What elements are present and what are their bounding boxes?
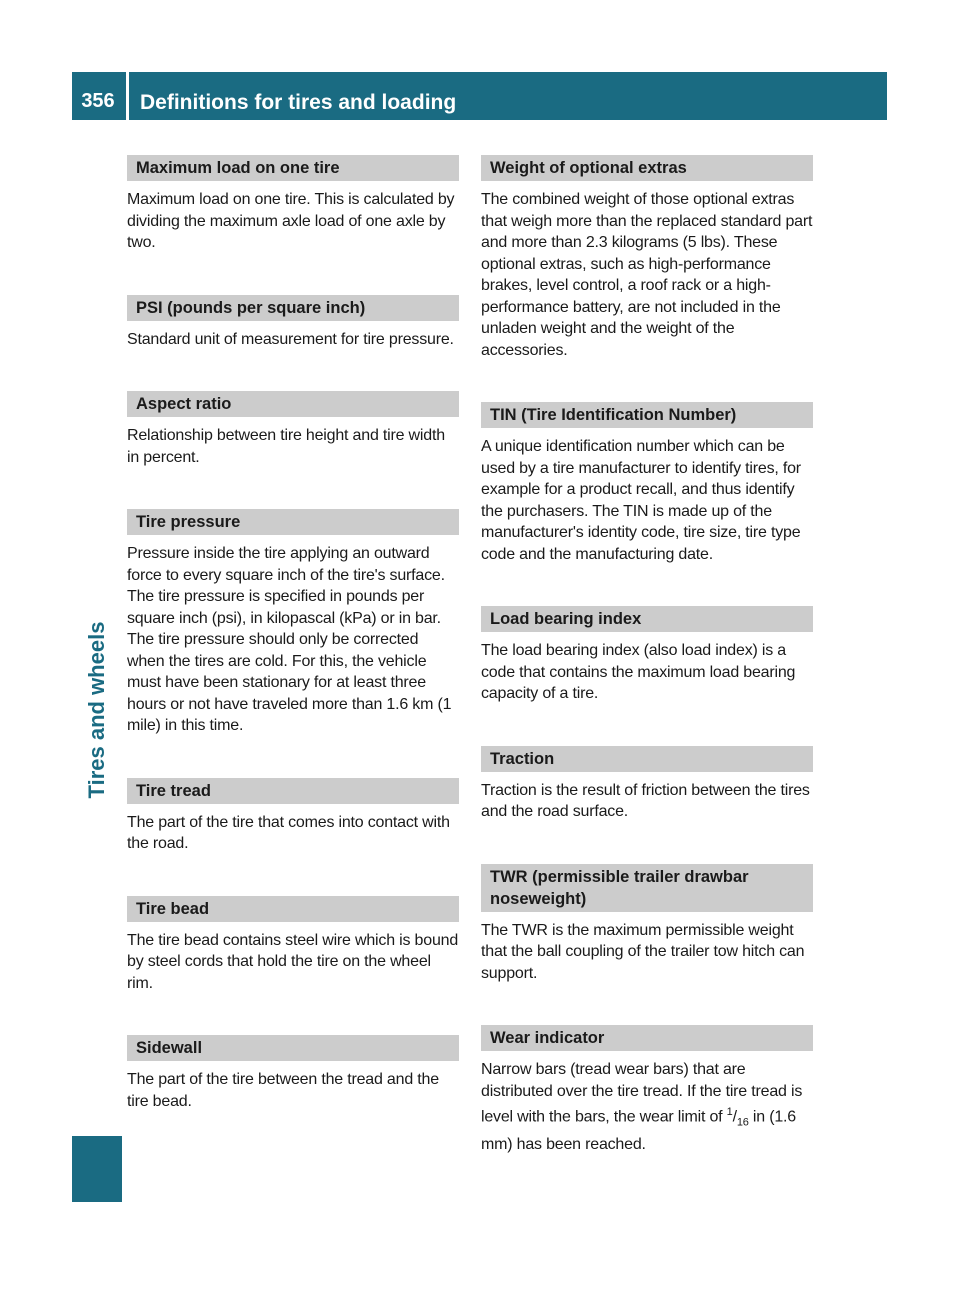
- definition-text-part: Narrow bars (tread wear bars) that are distributed over the tire tread. If the tire tread is level with the bars, the wear limit of: [481, 1061, 803, 1126]
- definition-heading: Maximum load on one tire: [127, 155, 459, 181]
- definition-heading: Weight of optional extras: [481, 155, 813, 181]
- header-divider: [126, 72, 129, 120]
- definition-heading: Traction: [481, 746, 813, 772]
- definition-text: The tire bead contains steel wire which is bound by steel cords that hold the tire on the wheel rim.: [127, 931, 459, 992]
- fraction-denominator: 16: [736, 1116, 749, 1129]
- definition-entry: [481, 606, 813, 705]
- definition-entry: [127, 778, 459, 855]
- definition-text: Maximum load on one tire. This is calculated by dividing the maximum axle load of one axle by two.: [127, 191, 455, 251]
- definition-entry: [481, 402, 813, 565]
- definition-entry: [127, 295, 459, 351]
- definition-text: [481, 1059, 813, 1156]
- definition-entry: [127, 896, 459, 995]
- definition-heading: TIN (Tire Identification Number): [481, 402, 813, 428]
- definition-text-part: in (1.6 mm) has been reached.: [481, 1108, 796, 1154]
- definition-entry: [127, 1035, 459, 1112]
- fraction-slash: /: [732, 1108, 737, 1126]
- left-column: [127, 155, 459, 1153]
- definition-entry: [127, 391, 459, 468]
- page-title: Definitions for tires and loading: [140, 91, 457, 114]
- page-number: 356: [81, 90, 115, 112]
- definition-heading: TWR (permissible trailer drawbar noseweight): [481, 864, 813, 912]
- side-tab-marker: [72, 1136, 122, 1202]
- fraction-numerator: 1: [726, 1106, 733, 1118]
- definition-text: Traction is the result of friction between the tires and the road surface.: [481, 781, 810, 820]
- side-tab-label: [72, 560, 122, 860]
- definition-heading: Aspect ratio: [127, 391, 459, 417]
- definition-entry: [127, 155, 459, 254]
- definition-heading: PSI (pounds per square inch): [127, 295, 459, 321]
- definition-text: The combined weight of those optional extras that weigh more than the replaced standard part and more than 2.3 kilograms (5 lbs). These optional extras, such as high-performance brakes, level control, a roof rack or a high-performance battery, are not included in the unladen weight and the weight of the accessories.: [481, 191, 813, 359]
- definition-entry: [481, 155, 813, 361]
- definition-text: The part of the tire that comes into contact with the road.: [127, 813, 450, 852]
- definition-text: The load bearing index (also load index) is a code that contains the maximum load bearing capacity of a tire.: [481, 642, 796, 702]
- definition-heading: Tire bead: [127, 896, 459, 922]
- definition-text: Standard unit of measurement for tire pressure.: [127, 330, 454, 348]
- right-column: [481, 155, 813, 1197]
- definition-text: Relationship between tire height and tire width in percent.: [127, 427, 445, 466]
- definition-heading: Tire tread: [127, 778, 459, 804]
- definition-entry: [481, 864, 813, 985]
- definition-entry: [481, 1025, 813, 1156]
- side-tab-text: Tires and wheels: [84, 621, 109, 799]
- definition-entry: [481, 746, 813, 823]
- definition-entry: [127, 509, 459, 737]
- definition-text: A unique identification number which can be used by a tire manufacturer to identify tires, for example for a product recall, and thus identify the purchasers. The TIN is made up of the manufacturer's identity code, tire size, tire type code and the manufacturing date.: [481, 438, 801, 563]
- definition-text: The TWR is the maximum permissible weight that the ball coupling of the trailer tow hitch can support.: [481, 921, 805, 982]
- definition-text: The part of the tire between the tread and the tire bead.: [127, 1071, 439, 1110]
- definition-heading: Wear indicator: [481, 1025, 813, 1051]
- definition-heading: Sidewall: [127, 1035, 459, 1061]
- definition-text: Pressure inside the tire applying an outward force to every square inch of the tire's surface. The tire pressure is specified in pounds per square inch (psi), in kilopascal (kPa) or in bar. The tire pressure should only be corrected when the tires are cold. For this, the vehicle must have been stationary for at least three hours or not have traveled more than 1.6 km (1 mile) in this time.: [127, 545, 452, 734]
- definition-heading: Load bearing index: [481, 606, 813, 632]
- definition-heading: Tire pressure: [127, 509, 459, 535]
